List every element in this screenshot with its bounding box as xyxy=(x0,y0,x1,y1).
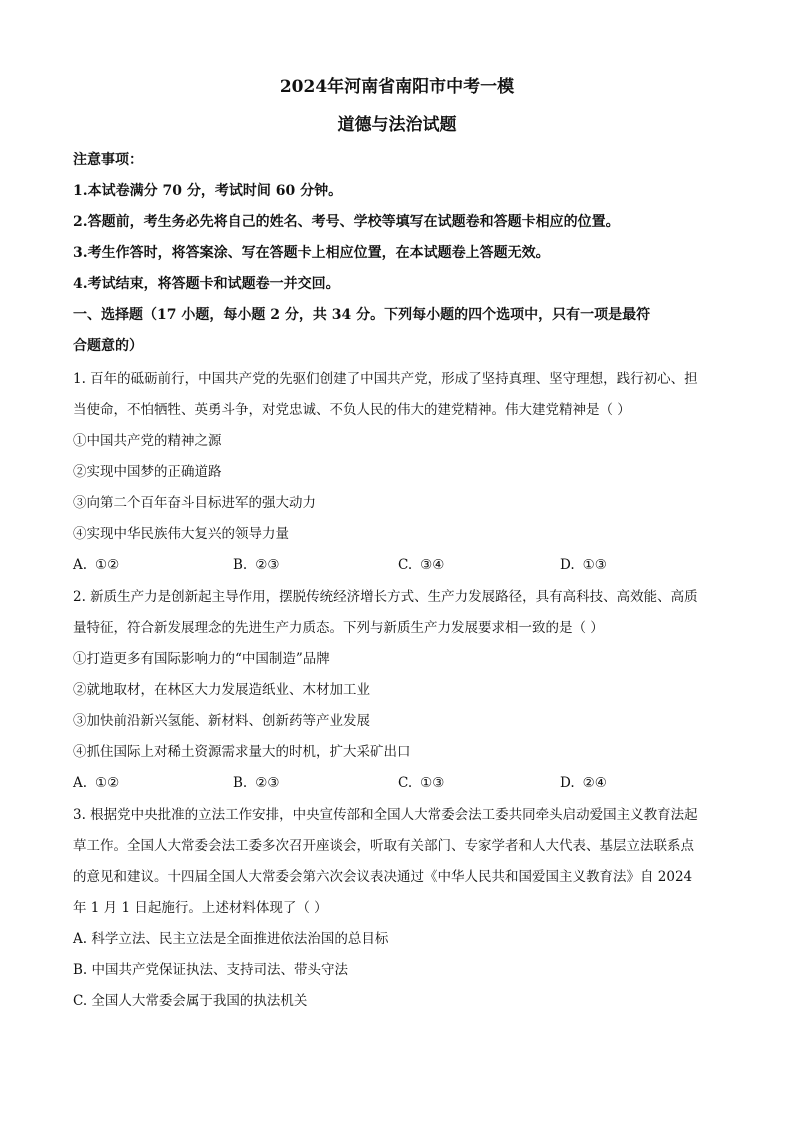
q3-choice-c: C. 全国人大常委会属于我国的执法机关 xyxy=(73,993,308,1009)
q3-stem-line2: 草工作。全国人大常委会法工委多次召开座谈会，听取有关部门、专家学者和人大代表、基层立法联系点 xyxy=(73,838,694,854)
q2-stem-line1: 2. 新质生产力是创新起主导作用，摆脱传统经济增长方式、生产力发展路径，具有高科技、高效能、高质 xyxy=(73,589,698,605)
q2-option-c: C. ①③ xyxy=(398,775,445,791)
q2-option-b: B. ②③ xyxy=(233,775,280,791)
notes-item: 1.本试卷满分 70 分，考试时间 60 分钟。 xyxy=(73,183,343,199)
q3-choice-a: A. 科学立法、民主立法是全面推进依法治国的总目标 xyxy=(73,931,389,947)
q3-stem-line4: 年 1 月 1 日起施行。上述材料体现了（ ） xyxy=(73,900,328,916)
q1-option-d: D. ①③ xyxy=(560,557,607,573)
q2-option-d: D. ②④ xyxy=(560,775,607,791)
section-heading-line1: 一、选择题（17 小题，每小题 2 分，共 34 分。下列每小题的四个选项中，只有一项是最符 xyxy=(73,307,651,323)
q3-stem-line3: 的意见和建议。十四届全国人大常委会第六次会议表决通过《中华人民共和国爱国主义教育法》自 2024 xyxy=(73,869,693,885)
q2-options xyxy=(73,773,733,793)
q1-statement: ②实现中国梦的正确道路 xyxy=(73,464,222,480)
q1-stem-line2: 当使命，不怕牺牲、英勇斗争，对党忠诚、不负人民的伟大的建党精神。伟大建党精神是（ ） xyxy=(73,402,631,418)
q1-statement: ④实现中华民族伟大复兴的领导力量 xyxy=(73,526,289,542)
q2-statement: ①打造更多有国际影响力的“中国制造”品牌 xyxy=(73,651,330,667)
exam-subtitle: 道德与法治试题 xyxy=(337,115,457,135)
q2-statement: ③加快前沿新兴氢能、新材料、创新药等产业发展 xyxy=(73,713,370,729)
q2-stem-line2: 量特征，符合新发展理念的先进生产力质态。下列与新质生产力发展要求相一致的是（ ） xyxy=(73,620,604,636)
q1-option-a: A. ①② xyxy=(73,557,120,573)
exam-title: 2024年河南省南阳市中考一模 xyxy=(279,77,515,97)
notes-item: 4.考试结束，将答题卡和试题卷一并交回。 xyxy=(73,276,340,292)
notes-item: 3.考生作答时，将答案涂、写在答题卡上相应位置，在本试题卷上答题无效。 xyxy=(73,245,550,261)
notes-item: 2.答题前，考生务必先将自己的姓名、考号、学校等填写在试题卷和答题卡相应的位置。 xyxy=(73,214,620,230)
q1-statement: ①中国共产党的精神之源 xyxy=(73,433,222,449)
q1-option-c: C. ③④ xyxy=(398,557,445,573)
section-heading-line2: 合题意的） xyxy=(73,338,143,354)
q3-stem-line1: 3. 根据党中央批准的立法工作安排，中央宣传部和全国人大常委会法工委共同牵头启动爱国主义教育法起 xyxy=(73,807,698,823)
q2-statement: ②就地取材，在林区大力发展造纸业、木材加工业 xyxy=(73,682,370,698)
q1-statement: ③向第二个百年奋斗目标进军的强大动力 xyxy=(73,495,316,511)
q3-choice-b: B. 中国共产党保证执法、支持司法、带头守法 xyxy=(73,962,349,978)
q1-option-b: B. ②③ xyxy=(233,557,280,573)
q1-stem-line1: 1. 百年的砥砺前行，中国共产党的先驱们创建了中国共产党，形成了坚持真理、坚守理想，践行初心、担 xyxy=(73,371,698,387)
q2-option-a: A. ①② xyxy=(73,775,120,791)
notes-heading: 注意事项： xyxy=(73,152,143,168)
q1-options xyxy=(73,555,733,575)
q2-statement: ④抓住国际上对稀土资源需求量大的时机，扩大采矿出口 xyxy=(73,744,411,760)
